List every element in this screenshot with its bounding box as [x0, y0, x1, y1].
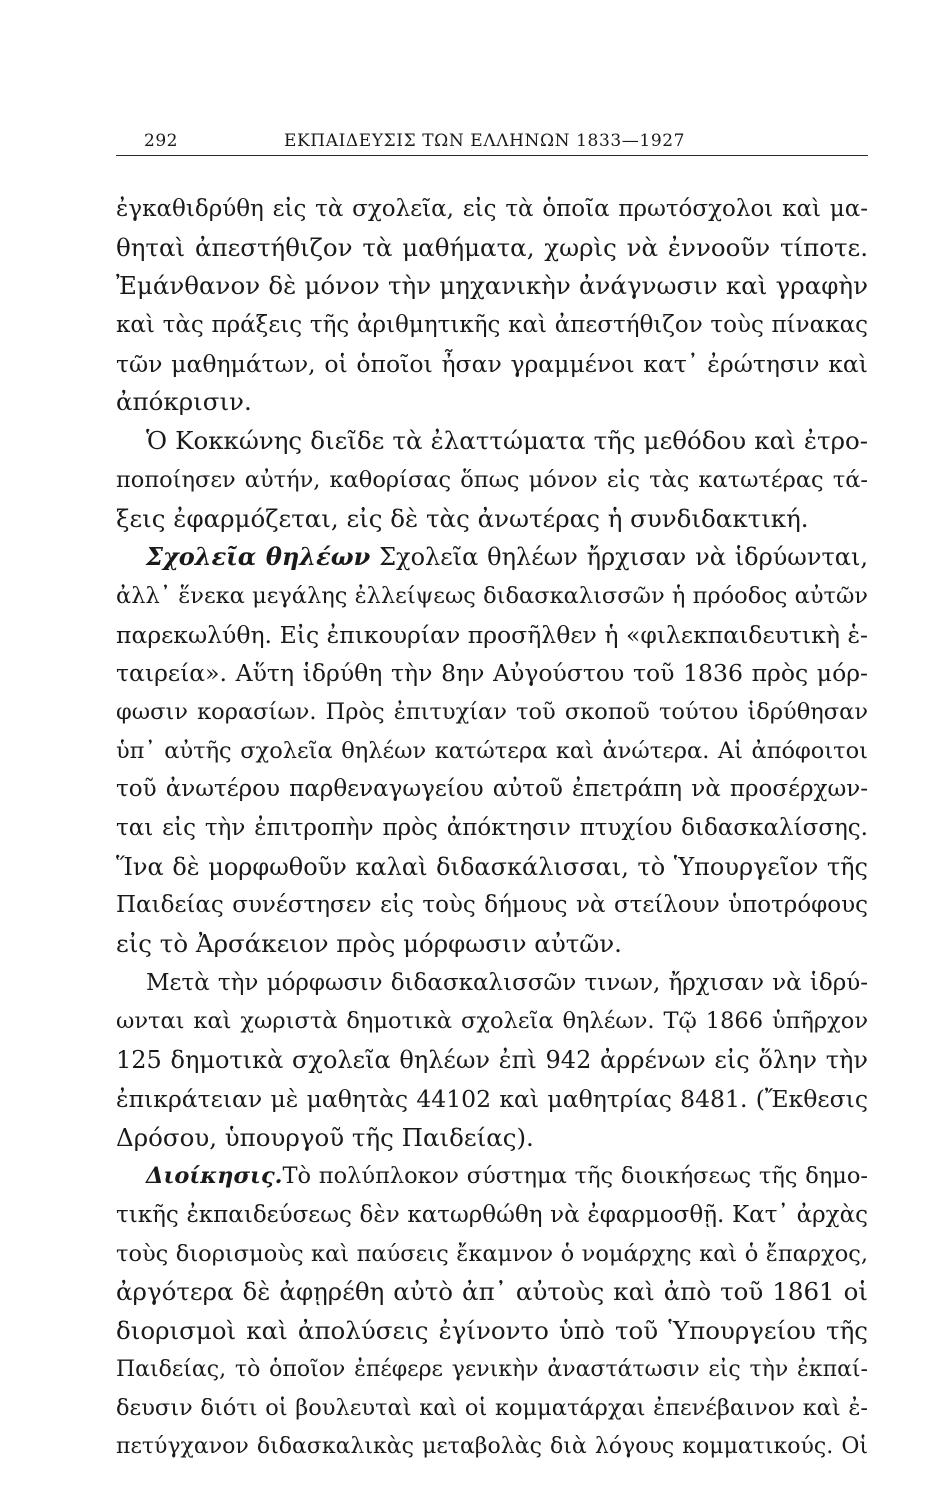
text-line: ταιρεία». Αὕτη ἱδρύθη τὴν 8ην Αὐγούστου τοῦ 1836 πρὸς μόρ-: [116, 659, 868, 688]
text-line: Μετὰ τὴν μόρφωσιν διδασκαλισσῶν τινων, ἤρχισαν νὰ ἱδρύ-: [146, 969, 868, 996]
text-line: καὶ τὰς πράξεις τῆς ἀριθμητικῆς καὶ ἀπεστήθιζον τοὺς πίνακας: [116, 312, 868, 339]
text-line: διορισμοὶ καὶ ἀπολύσεις ἐγίνοντο ὑπὸ τοῦ Ὑπουργείου τῆς: [116, 1315, 868, 1345]
text-line: θηταὶ ἀπεστήθιζον τὰ μαθήματα, χωρὶς νὰ ἐννοοῦν τίποτε.: [116, 232, 868, 262]
header-rule: [116, 155, 868, 156]
text-line: ἀλλ᾽ ἕνεκα μεγάλης ἐλλείψεως διδασκαλισσῶν ἡ πρόοδος αὐτῶν: [116, 582, 868, 609]
text-line: φωσιν κορασίων. Πρὸς ἐπιτυχίαν τοῦ σκοποῦ τούτου ἱδρύθησαν: [116, 698, 868, 725]
text-line: ται εἰς τὴν ἐπιτροπὴν πρὸς ἀπόκτησιν πτυχίου διδασκαλίσσης.: [116, 815, 868, 841]
text-line: Παιδείας, τὸ ὁποῖον ἐπέφερε γενικὴν ἀναστάτωσιν εἰς τὴν ἐκπαί-: [116, 1356, 868, 1382]
text-line: Διοίκησις.Τὸ πολύπλοκον σύστημα τῆς διοικήσεως τῆς δημο-: [146, 1163, 868, 1190]
text-line: Δρόσου, ὑπουργοῦ τῆς Παιδείας).: [116, 1122, 534, 1152]
running-head: ΕΚΠΑΙΔΕΥΣΙΣ ΤΩΝ ΕΛΛΗΝΩΝ 1833—1927: [284, 131, 686, 151]
page-number: 292: [144, 131, 178, 151]
page-header: [116, 131, 868, 161]
text-line: ἐγκαθιδρύθη εἰς τὰ σχολεῖα, εἰς τὰ ὁποῖα πρωτόσχολοι καὶ μα-: [116, 196, 868, 222]
text-line: 125 δημοτικὰ σχολεῖα θηλέων ἐπὶ 942 ἀρρένων εἰς ὅλην τὴν: [116, 1046, 868, 1075]
text-line: ἀργότερα δὲ ἀφῃρέθη αὐτὸ ἀπ᾽ αὐτοὺς καὶ ἀπὸ τοῦ 1861 οἱ: [116, 1277, 868, 1307]
text-line: ἐπικράτειαν μὲ μαθητὰς 44102 καὶ μαθητρίας 8481. (Ἔκθεσις: [116, 1084, 868, 1113]
text-line: Ἐμάνθανον δὲ μόνον τὴν μηχανικὴν ἀνάγνωσιν καὶ γραφὴν: [116, 271, 868, 301]
text-line: τῶν μαθημάτων, οἱ ὁποῖοι ἦσαν γραμμένοι κατ᾽ ἐρώτησιν καὶ: [116, 349, 868, 378]
text-line: Ἵνα δὲ μορφωθοῦν καλαὶ διδασκάλισσαι, τὸ Ὑπουργεῖον τῆς: [116, 852, 868, 881]
text-line: τοὺς διορισμοὺς καὶ παύσεις ἔκαμνον ὁ νομάρχης καὶ ὁ ἔπαρχος,: [116, 1240, 868, 1267]
text-line: Σχολεῖα θηλέων Σχολεῖα θηλέων ἤρχισαν νὰ ἱδρύωνται,: [146, 542, 868, 572]
text-line: δευσιν διότι οἱ βουλευταὶ καὶ οἱ κομματάρχαι ἐπενέβαινον καὶ ἐ-: [116, 1395, 868, 1422]
run-in-heading: Σχολεῖα θηλέων: [146, 542, 371, 572]
run-in-heading: Διοίκησις.: [146, 1163, 283, 1190]
text-line: ποποίησεν αὐτήν, καθορίσας ὅπως μόνον εἰς τὰς κατωτέρας τά-: [116, 466, 868, 493]
text-line: τικῆς ἐκπαιδεύσεως δὲν κατωρθώθη νὰ ἐφαρμοσθῇ. Κατ᾽ ἀρχὰς: [116, 1201, 868, 1228]
text-line: ωνται καὶ χωριστὰ δημοτικὰ σχολεῖα θηλέων. Τῷ 1866 ὑπῆρχον: [116, 1008, 868, 1035]
text-line: Ὁ Κοκκώνης διεῖδε τὰ ἐλαττώματα τῆς μεθόδου καὶ ἐτρο-: [146, 426, 868, 456]
text-line: παρεκωλύθη. Εἰς ἐπικουρίαν προσῆλθεν ἡ «φιλεκπαιδευτικὴ ἑ-: [116, 620, 868, 649]
text-line: Παιδείας συνέστησεν εἰς τοὺς δήμους νὰ στείλουν ὑποτρόφους: [116, 892, 868, 919]
body-text: [116, 190, 868, 1467]
text-line: ὑπ᾽ αὐτῆς σχολεῖα θηλέων κατώτερα καὶ ἀνώτερα. Αἱ ἀπόφοιτοι: [116, 737, 868, 764]
text-line: εἰς τὸ Ἀρσάκειον πρὸς μόρφωσιν αὐτῶν.: [116, 929, 622, 959]
text-line: πετύγχανον διδασκαλικὰς μεταβολὰς διὰ λόγους κομματικούς. Οἱ: [116, 1434, 868, 1459]
text-line: τοῦ ἀνωτέρου παρθεναγωγείου αὐτοῦ ἐπετράπη νὰ προσέρχων-: [116, 776, 868, 803]
text-line: ἀπόκρισιν.: [116, 387, 252, 417]
text-line: ξεις ἐφαρμόζεται, εἰς δὲ τὰς ἀνωτέρας ἡ συνδιδακτική.: [116, 503, 809, 533]
